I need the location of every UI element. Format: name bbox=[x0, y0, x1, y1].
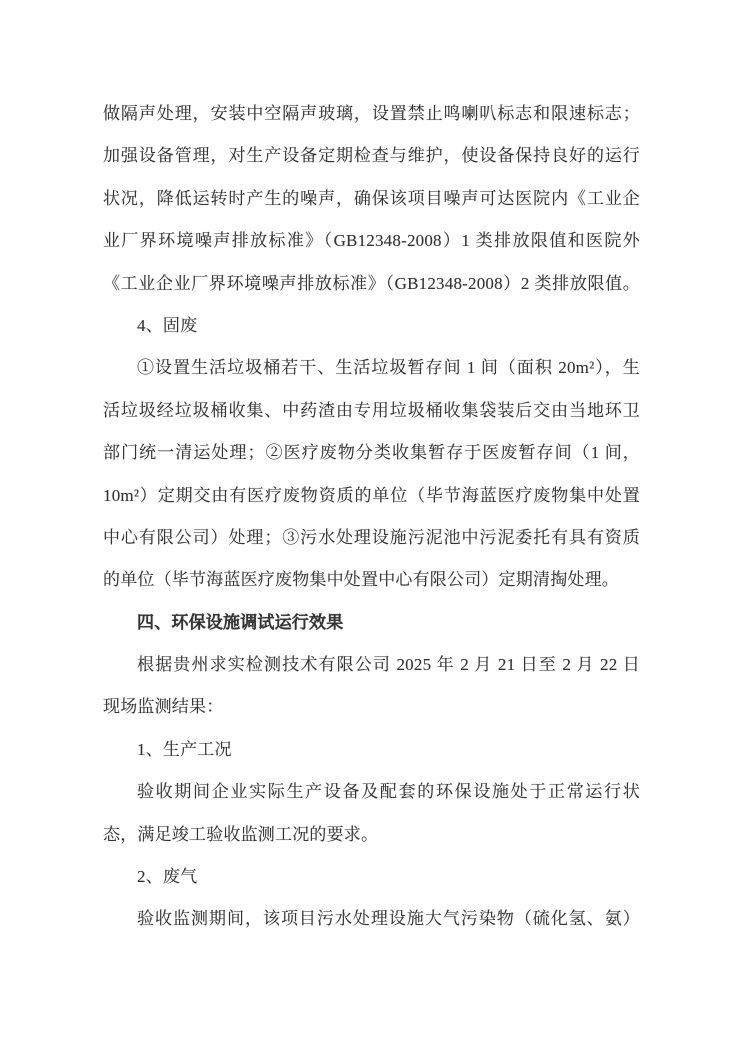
list-item-heading: 4、固废 bbox=[137, 315, 198, 335]
text-line: 活垃圾经垃圾桶收集、中药渣由专用垃圾桶收集袋装后交由当地环卫 bbox=[103, 400, 640, 420]
text-line: 业厂界环境噪声排放标准》（GB12348-2008）1 类排放限值和医院外 bbox=[103, 231, 640, 251]
text-line: 做隔声处理，安装中空隔声玻璃，设置禁止鸣喇叭标志和限速标志； bbox=[103, 104, 640, 123]
text-line: 状况，降低运转时产生的噪声，确保该项目噪声可达医院内《工业企 bbox=[103, 188, 640, 208]
text-line: 《工业企业厂界环境噪声排放标准》（GB12348-2008）2 类排放限值。 bbox=[103, 273, 640, 293]
list-item-heading: 1、生产工况 bbox=[137, 739, 232, 759]
text-line: 现场监测结果： bbox=[103, 697, 224, 717]
section-heading: 四、环保设施调试运行效果 bbox=[137, 612, 344, 632]
text-line: 态，满足竣工验收监测工况的要求。 bbox=[103, 824, 379, 844]
text-line: 的单位（毕节海蓝医疗废物集中处置中心有限公司）定期清掏处理。 bbox=[103, 570, 619, 590]
text-line: 验收期间企业实际生产设备及配套的环保设施处于正常运行状 bbox=[137, 782, 640, 802]
text-line: 加强设备管理，对生产设备定期检查与维护，使设备保持良好的运行 bbox=[103, 146, 640, 166]
text-line: 部门统一清运处理；②医疗废物分类收集暂存于医废暂存间（1 间， bbox=[103, 443, 640, 463]
list-item-heading: 2、废气 bbox=[137, 867, 198, 887]
document-text-block bbox=[103, 93, 640, 941]
text-line: 中心有限公司）处理；③污水处理设施污泥池中污泥委托有具有资质 bbox=[103, 527, 640, 547]
text-line: 根据贵州求实检测技术有限公司 2025 年 2 月 21 日至 2 月 22 日 bbox=[137, 655, 640, 675]
text-line: ①设置生活垃圾桶若干、生活垃圾暂存间 1 间（面积 20m²），生 bbox=[137, 358, 640, 378]
text-line: 10m²）定期交由有医疗废物资质的单位（毕节海蓝医疗废物集中处置 bbox=[103, 485, 640, 505]
text-line: 验收监测期间，该项目污水处理设施大气污染物（硫化氢、氨） bbox=[137, 909, 640, 929]
